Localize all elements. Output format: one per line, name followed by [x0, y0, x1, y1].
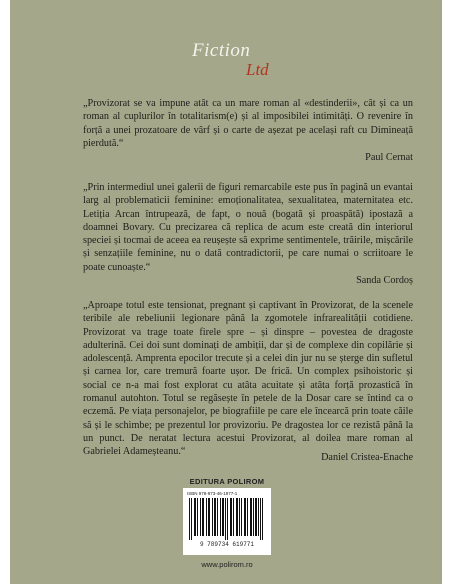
publisher-name: EDITURA POLIROM [189, 477, 265, 486]
review-quote-3 [83, 299, 413, 459]
barcode-number: 9 789734 619771 [199, 541, 254, 548]
quote-author: Sanda Cordoș [356, 275, 413, 286]
logo-main-text: Fiction [192, 40, 251, 61]
logo-sub-text: Ltd [246, 60, 269, 79]
quote-text: „Prin intermediul unei galerii de figuri remarcabile este pus în pagină un evantai larg al problematicii feminine: emoționalitatea, sexualitatea, maternitatea etc. Letiția Arcan întrupează, de fapt, o nouă (bogată și proaspătă) ipostază a doamnei Bovary. Cu precizarea că replica de acum este creată din interiorul speciei și tocmai de aceea ea reușește să exprime sentimentele, trăirile, mișcările și senzațiile feminine, nu o dată contradictorii, pe care numai o scriitoare le poate cunoaște.“ [83, 182, 413, 273]
barcode-icon [189, 498, 265, 540]
quote-text: „Provizorat se va impune atât ca un mare roman al «destinderii», cât și ca un roman al cuplurilor în totalitarism(e) și al imposibilei intimități. O revenire în forță a unei prozatoare de vârf și o carte de așezat pe același raft cu Dimineață pierdută.“ [83, 98, 413, 149]
fiction-ltd-logo [192, 40, 292, 84]
publisher-website: www.polirom.ro [201, 560, 253, 569]
quote-author: Daniel Cristea-Enache [321, 452, 413, 463]
review-quote-2 [83, 181, 413, 274]
quote-author: Paul Cernat [365, 152, 413, 163]
back-cover [10, 0, 442, 584]
isbn-text: ISBN 978-973-46-1977-1 [187, 491, 238, 496]
barcode-panel [183, 488, 271, 555]
quote-text: „Aproape totul este tensionat, pregnant și captivant în Provizorat, de la scenele teribile ale rebeliunii legionare până la zgomotele infrarealității cotidiene. Provizorat va trage toate firele spre – și dinspre – povestea de dragoste adulterină. Cei doi sunt dominați de ambiții, dar și de complexe din copilărie și adolescență. Amprenta epocilor trecute și a celei din jur nu se șterge din sufletul și carnea lor, care tremură foarte ușor. De frică. Un complex psihoistoric și social ce n-a mai fost explorat cu atâta acuitate și atâta forță prozastică în romanul autohton. Totul se regăsește în petele de la Dosar care se întind ca o eczemă. Pe viața personajelor, pe biografiile pe care ele încearcă prin toate căile să și le schimbe; pe prezentul lor provizoriu. Pe dragostea lor ce rezistă până la un punct. De neratat lectura acestui Provizorat, al doilea mare roman al Gabrielei Adameșteanu.“ [83, 300, 413, 458]
review-quote-1 [83, 97, 413, 150]
